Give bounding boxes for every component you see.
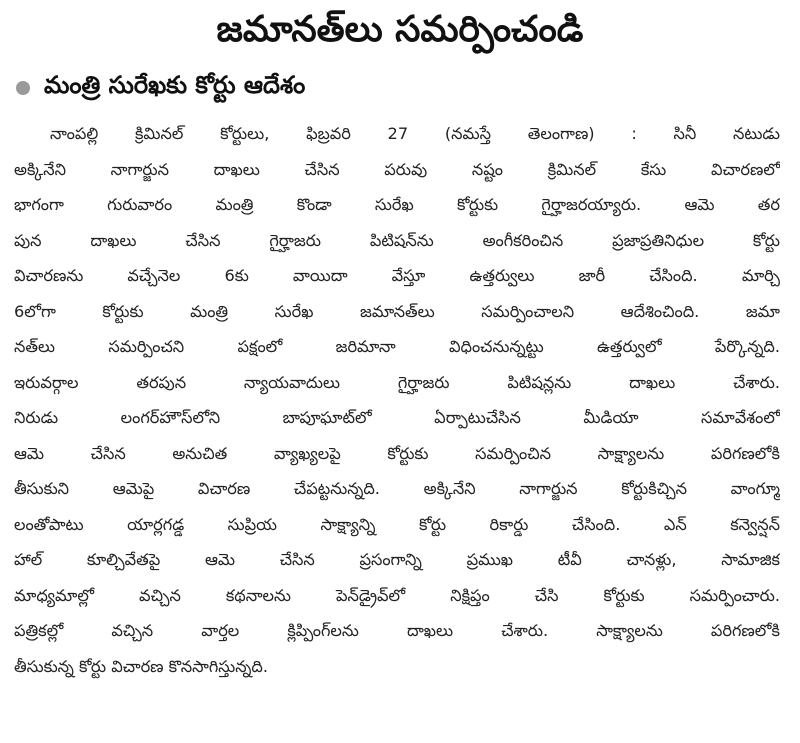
subheadline: [16, 68, 786, 108]
article-line: లంతోపాటు యార్లగడ్డ సుప్రియ సాక్ష్యాన్ని కోర్టు రికార్డు చేసింది. ఎన్ కన్వెన్షన్: [14, 514, 780, 534]
headline: జమానత్‌లు సమర్పించండి: [216, 9, 584, 50]
article-line: నత్‌లు సమర్పించని పక్షంలో జరిమానా విధించనున్నట్టు ఉత్తర్వులో పేర్కొన్నది.: [14, 337, 780, 356]
article-line: హాల్ కూల్చివేతపై ఆమె చేసిన ప్రసంగాన్ని ప్రముఖ టీవీ చానళ్లు, సామాజిక: [14, 550, 780, 569]
article-line: విచారణను వచ్చేనెల 6కు వాయిదా వేస్తూ ఉత్తర్వులు జారీ చేసింది. మార్చి: [14, 266, 780, 285]
article-line: భాగంగా గురువారం మంత్రి కొండా సురేఖ కోర్టుకు గైర్హాజరయ్యారు. ఆమె తర: [14, 195, 780, 214]
article-line: తీసుకున్న కోర్టు విచారణ కొనసాగిస్తున్నది.: [14, 656, 268, 676]
article-line: ఇరువర్గాల తరపున న్యాయవాదులు గైర్హాజరు పిటిషన్లను దాఖలు చేశారు.: [14, 372, 780, 392]
article-body: [14, 116, 780, 684]
article-line: నిరుడు లంగర్‌హౌస్‌లోని బాపూఘాట్‌లో ఏర్పాటుచేసిన మీడియా సమావేశంలో: [14, 408, 780, 427]
article-line: పత్రికల్లో వచ్చిన వార్తల క్లిప్పింగ్‌లను దాఖలు చేశారు. సాక్ష్యాలను పరిగణలోకి: [14, 621, 780, 640]
subheadline-text: మంత్రి సురేఖకు కోర్టు ఆదేశం: [44, 71, 306, 99]
article-line: 6లోగా కోర్టుకు మంత్రి సురేఖ జమానత్‌లు సమర్పించాలని ఆదేశించింది. జమా: [14, 301, 780, 321]
article-line: మాధ్యమాల్లో వచ్చిన కథనాలను పెన్‌డ్రైవ్‌లో నిక్షిప్తం చేసి కోర్టుకు సమర్పించారు.: [14, 585, 780, 605]
article-line: నాంపల్లి క్రిమినల్ కోర్టులు, ఫిబ్రవరి 27 (నమస్తే తెలంగాణ) : సినీ నటుడు: [50, 124, 780, 143]
article-line: పున దాఖలు చేసిన గైర్హాజరు పిటిషన్‌ను అంగీకరించిన ప్రజాప్రతినిధుల కోర్టు: [14, 230, 780, 250]
article-line: అక్కినేని నాగార్జున దాఖలు చేసిన పరువు నష్టం క్రిమినల్ కేసు విచారణలో: [14, 159, 780, 179]
article-line: ఆమె చేసిన అనుచిత వ్యాఖ్యలపై కోర్టుకు సమర్పించిన సాక్ష్యాలను పరిగణలోకి: [14, 443, 780, 463]
article-line: తీసుకుని ఆమెపై విచారణ చేపట్టనున్నది. అక్కినేని నాగార్జున కోర్టుకిచ్చిన వాంగ్మూ: [14, 479, 780, 498]
bullet-dot-icon: [16, 81, 30, 95]
